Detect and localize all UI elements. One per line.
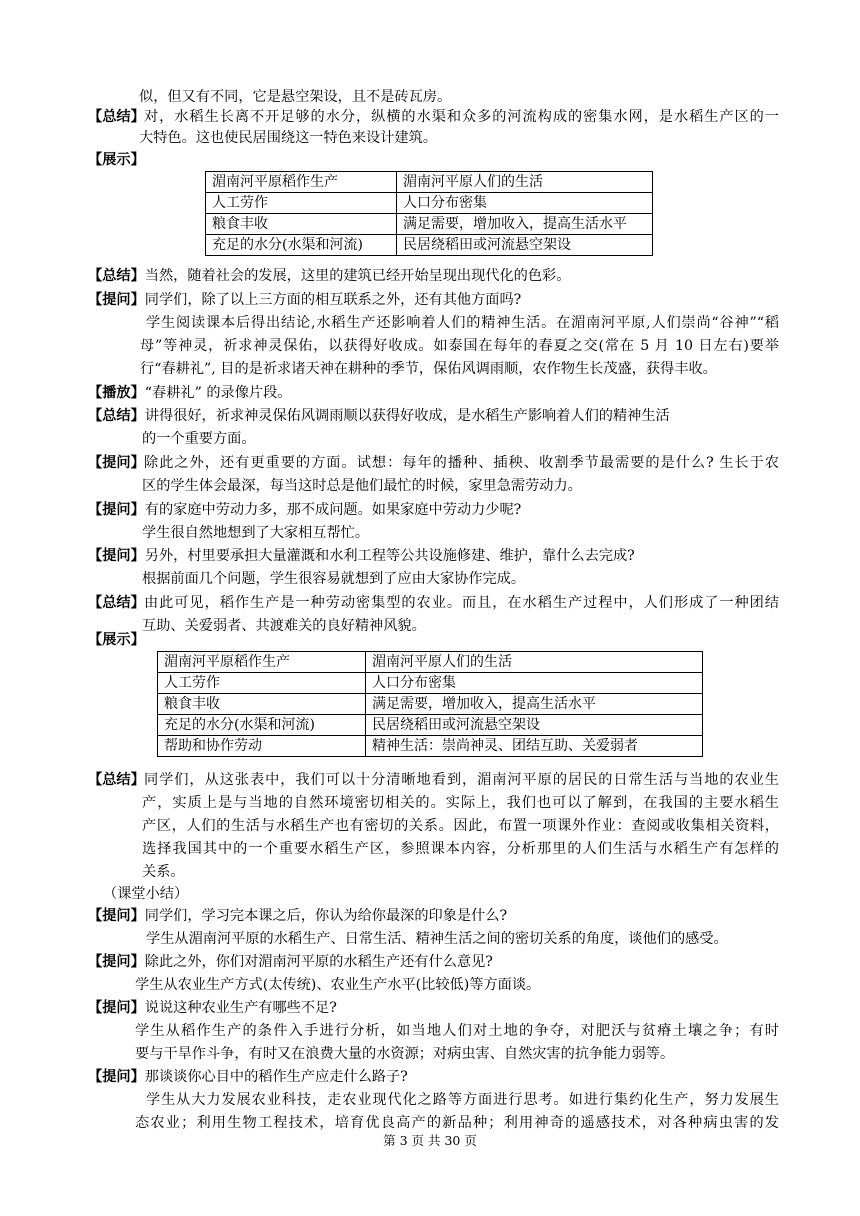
table-cell: 充足的水分(水渠和河流) xyxy=(158,715,366,736)
table-cell: 充足的水分(水渠和河流) xyxy=(206,235,397,256)
table-cell: 人口分布密集 xyxy=(397,193,653,214)
paragraph-continuation: 似，但又有不同，它是悬空架设，且不是砖瓦房。 xyxy=(139,89,452,105)
label-display: 【展示】 xyxy=(88,632,145,648)
label-text: 【提问】 xyxy=(88,292,145,308)
label-question xyxy=(88,546,635,566)
label-summary xyxy=(88,593,145,613)
table-row xyxy=(206,172,653,193)
table-cell: 满足需要，增加收入，提高生活水平 xyxy=(397,214,653,235)
label-text: 【总结】 xyxy=(88,109,145,125)
label-text: 【提问】 xyxy=(88,1069,145,1085)
table-cell: 湄南河平原稻作生产 xyxy=(158,652,366,673)
label-display: 【展示】 xyxy=(88,152,145,168)
label-text: 【总结】 xyxy=(88,595,145,611)
table-row xyxy=(206,235,653,256)
student-answer-cont: 行“春耕礼”, 目的是祈求诸天神在耕种的季节，保佑风调雨顺，农作物生长茂盛，获得丰收。 xyxy=(140,361,717,377)
play-text: “春耕礼” 的录像片段。 xyxy=(144,385,292,401)
table-row xyxy=(158,736,703,757)
question-text: 同学们，学习完本课之后，你认为给你最深的印象是什么? xyxy=(144,908,508,924)
student-answer: 学生很自然地想到了大家相互帮忙。 xyxy=(142,525,370,541)
table-row xyxy=(158,694,703,715)
question-text: 那谈谈你心目中的稻作生产应走什么路子? xyxy=(144,1069,408,1085)
summary-text-cont: 关系。 xyxy=(142,864,185,880)
label-question xyxy=(88,453,145,473)
label-text: 【提问】 xyxy=(88,502,145,518)
table-cell: 民居绕稻田或河流悬空架设 xyxy=(366,715,703,736)
table-cell: 精神生活：崇尚神灵、团结互助、关爱弱者 xyxy=(366,736,703,757)
label-text: 【提问】 xyxy=(88,1000,145,1016)
summary-text-cont: 选择我国其中的一个重要水稻生产区，参照课本内容，分析那里的人们生活与水稻生产有怎样的 xyxy=(142,841,779,857)
question-text: 有的家庭中劳动力多，那不成问题。如果家庭中劳动力少呢? xyxy=(144,502,522,518)
table-cell: 帮助和协作劳动 xyxy=(158,736,366,757)
label-question xyxy=(88,952,493,972)
table-cell: 粮食丰收 xyxy=(158,694,366,715)
summary-text-cont: 产，实质上是与当地的自然环境密切相关的。实际上，我们也可以了解到，在我国的主要水稻生 xyxy=(142,795,779,811)
label-question xyxy=(88,290,521,310)
student-answer: 学生从稻作生产的条件入手进行分析，如当地人们对土地的争夺，对肥沃与贫瘠土壤之争；有时 xyxy=(135,1023,779,1039)
label-text: 【播放】 xyxy=(88,385,145,401)
label-text: 【提问】 xyxy=(88,954,145,970)
table-cell: 人口分布密集 xyxy=(366,673,703,694)
student-answer: 学生从大力发展农业科技，走农业现代化之路等方面进行思考。如进行集约化生产，努力发展生 xyxy=(146,1092,779,1108)
question-text: 除此之外，还有更重要的方面。试想：每年的播种、插秧、收割季节最需要的是什么? 生长于农 xyxy=(144,455,779,471)
table-cell: 湄南河平原人们的生活 xyxy=(397,172,653,193)
question-text-cont: 区的学生体会最深，每当这时总是他们最忙的时候，家里急需劳动力。 xyxy=(142,478,582,494)
label-question xyxy=(88,998,337,1018)
label-summary xyxy=(88,107,145,127)
label-text: 【总结】 xyxy=(88,408,145,424)
table-row xyxy=(158,715,703,736)
table-1 xyxy=(205,171,653,256)
student-answer: 根据前面几个问题，学生很容易就想到了应由大家协作完成。 xyxy=(142,571,526,587)
label-summary xyxy=(88,406,670,426)
label-summary xyxy=(88,266,570,286)
student-answer: 学生从湄南河平原的水稻生产、日常生活、精神生活之间的密切关系的角度，谈他们的感受。 xyxy=(146,931,728,947)
label-text: 【总结】 xyxy=(88,268,145,284)
summary-text: 同学们，从这张表中，我们可以十分清晰地看到，湄南河平原的居民的日常生活与当地的农业生 xyxy=(144,772,779,788)
table-cell: 人工劳作 xyxy=(158,673,366,694)
question-text: 同学们，除了以上三方面的相互联系之外，还有其他方面吗? xyxy=(144,292,522,308)
label-text: 【总结】 xyxy=(88,772,145,788)
label-text: 【提问】 xyxy=(88,908,145,924)
table-row xyxy=(206,214,653,235)
summary-text-cont: 的一个重要方面。 xyxy=(142,431,256,447)
label-question xyxy=(88,1067,408,1087)
table-cell: 粮食丰收 xyxy=(206,214,397,235)
label-text: 【提问】 xyxy=(88,455,145,471)
student-answer-cont: 母”等神灵，祈求神灵保佑，以获得好收成。如泰国在每年的春夏之交(常在 5 月 10 日左右)要举 xyxy=(140,338,779,354)
summary-text-cont: 大特色。这也使民居围绕这一特色来设计建筑。 xyxy=(139,130,437,146)
table-cell: 民居绕稻田或河流悬空架设 xyxy=(397,235,653,256)
question-text: 除此之外，你们对湄南河平原的水稻生产还有什么意见? xyxy=(144,954,493,970)
table-row xyxy=(158,652,703,673)
summary-text: 对，水稻生长离不开足够的水分，纵横的水渠和众多的河流构成的密集水网，是水稻生产区的一 xyxy=(144,109,779,125)
label-question xyxy=(88,500,521,520)
table-cell: 满足需要，增加收入，提高生活水平 xyxy=(366,694,703,715)
table-cell: 湄南河平原稻作生产 xyxy=(206,172,397,193)
student-answer-cont: 态农业；利用生物工程技术，培育优良高产的新品种；利用神奇的遥感技术，对各种病虫害的发 xyxy=(135,1115,779,1131)
label-play xyxy=(88,383,291,403)
section-heading: （课堂小结） xyxy=(103,886,189,902)
table-row xyxy=(158,673,703,694)
table-row xyxy=(206,193,653,214)
table-2 xyxy=(157,651,703,757)
label-question xyxy=(88,906,507,926)
summary-text-cont: 互助、关爱弱者、共渡难关的良好精神风貌。 xyxy=(142,618,426,634)
summary-text: 讲得很好，祈求神灵保佑风调雨顺以获得好收成，是水稻生产影响着人们的精神生活 xyxy=(144,408,670,424)
table-cell: 人工劳作 xyxy=(206,193,397,214)
summary-text: 由此可见，稻作生产是一种劳动密集型的农业。而且，在水稻生产过程中，人们形成了一种团结 xyxy=(144,595,779,611)
label-text: 【提问】 xyxy=(88,548,145,564)
question-text: 另外，村里要承担大量灌溉和水利工程等公共设施修建、维护，靠什么去完成? xyxy=(144,548,635,564)
student-answer-cont: 要与干旱作斗争，有时又在浪费大量的水资源；对病虫害、自然灾害的抗争能力弱等。 xyxy=(135,1046,675,1062)
summary-text: 当然，随着社会的发展，这里的建筑已经开始呈现出现代化的色彩。 xyxy=(144,268,571,284)
table-cell: 湄南河平原人们的生活 xyxy=(366,652,703,673)
label-summary xyxy=(88,770,145,790)
summary-text-cont: 产区，人们的生活与水稻生产也有密切的关系。因此，布置一项课外作业：查阅或收集相关资料， xyxy=(142,818,779,834)
student-answer: 学生从农业生产方式(太传统)、农业生产水平(比较低)等方面谈。 xyxy=(135,977,541,993)
question-text: 说说这种农业生产有哪些不足? xyxy=(144,1000,337,1016)
page-footer: 第 3 页 共 30 页 xyxy=(383,1133,477,1148)
student-answer: 学生阅读课本后得出结论,水稻生产还影响着人们的精神生活。在湄南河平原,人们崇尚“谷神”“稻 xyxy=(146,315,779,331)
